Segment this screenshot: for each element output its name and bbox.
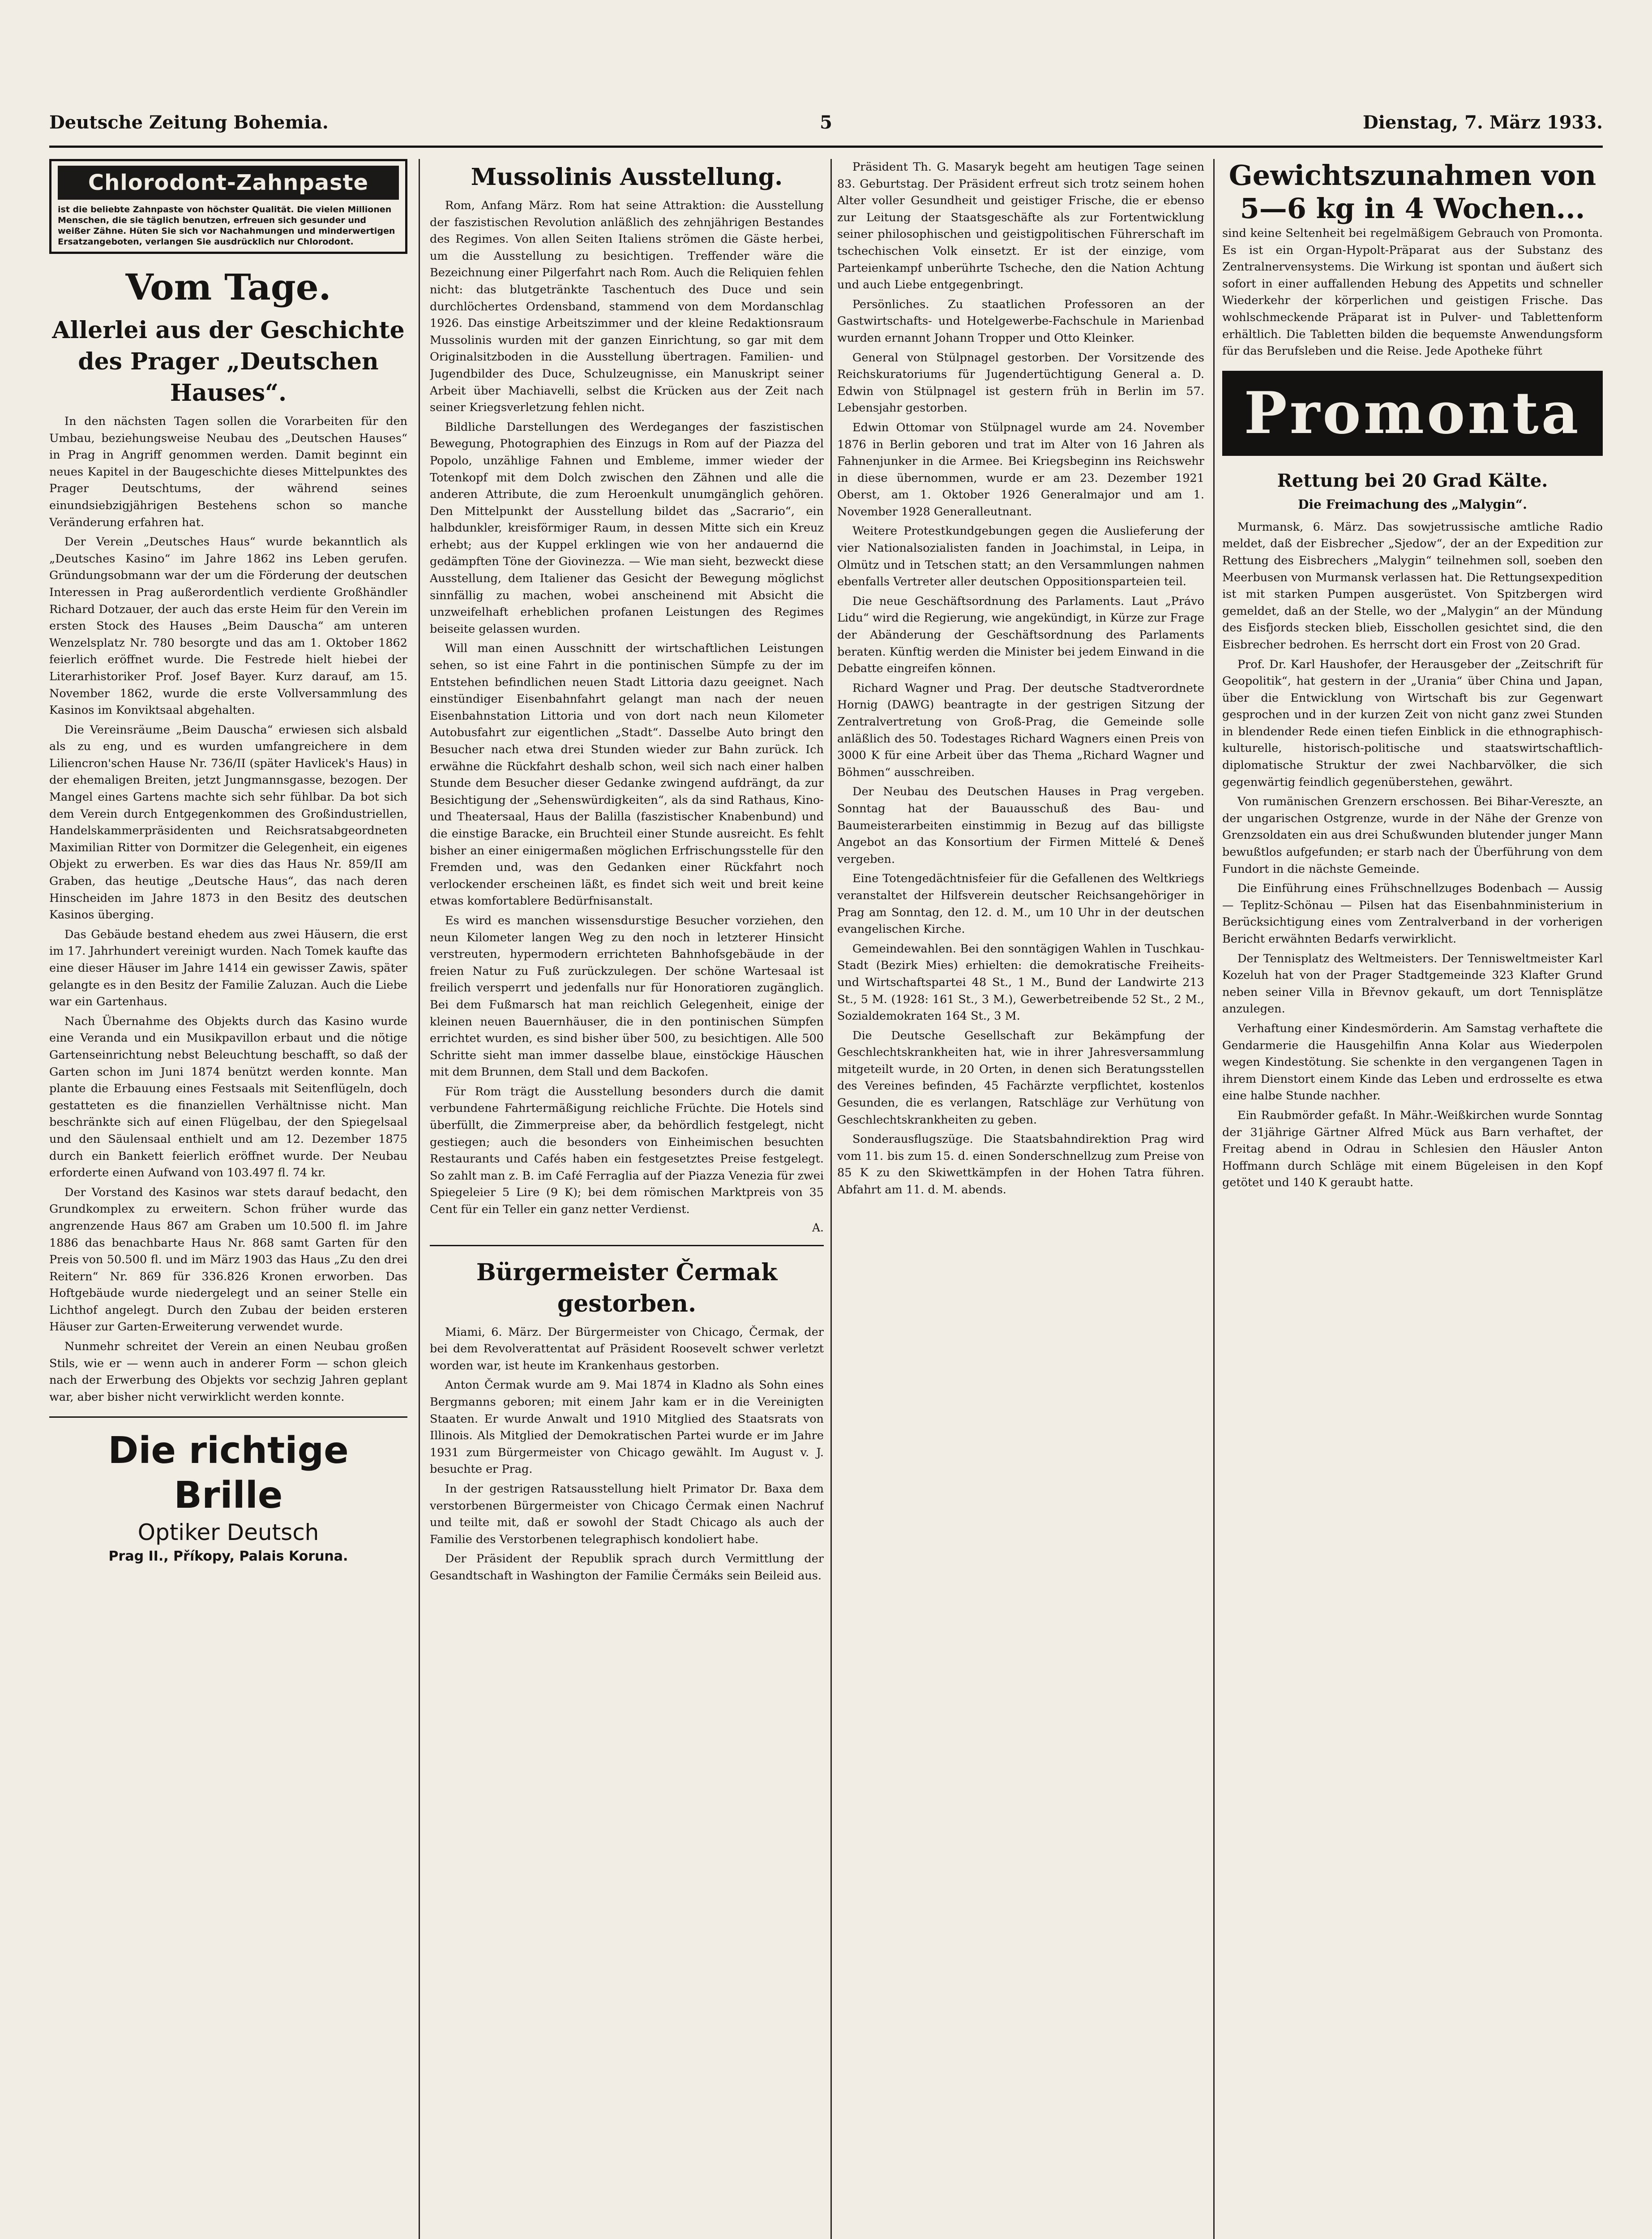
paragraph: Rom, Anfang März. Rom hat seine Attraktion: die Ausstellung der faszistischen Revolution anläßlich des zehnjährigen Bestandes des Regimes. Von allen Seiten Italiens strömen die Gäste herbei, um die Ausstellung zu besichtigen. Treffender wäre die Bezeichnung einer Pilgerfahrt nach Rom. Auch die Reliquien fehlen nicht: das blutgetränkte Taschentuch des Duce und sein durchlöchertes Ordensband, stammend von dem Mordanschlag 1926. Das einstige Arbeitszimmer und der kleine Redaktionsraum Mussolinis wurden mit der ganzen Einrichtung, so gar mit dem Originalsitzboden in die Ausstellung übertragen. Familien- und Jugendbilder des Duce, Schulzeugnisse, ein Manuskript seiner Arbeit über Machiavelli, selbst die Krücken aus der Zeit nach seiner Kriegsverletzung fehlen nicht. bbox=[430, 199, 824, 415]
promonta-logo: Promonta bbox=[1222, 371, 1603, 456]
paragraph: Miami, 6. März. Der Bürgermeister von Chicago, Čermak, der bei dem Revolverattentat auf Präsident Roosevelt schwer verletzt worden war, ist heute im Krankenhaus gestorben. bbox=[430, 1325, 824, 1373]
paragraph: Der Neubau des Deutschen Hauses in Prag vergeben. Sonntag hat der Bauausschuß des Bau- und Baumeisterarbeiten einstimmig in Bezug auf das billigste Angebot an das Konsortium der Firmen Mittelé & Deneš vergeben. bbox=[837, 785, 1204, 866]
paragraph: Verhaftung einer Kindesmörderin. Am Samstag verhaftete die Gendarmerie die Hausgehilfin Anna Kolar aus Wiederpolen wegen Kindestötung. Sie schenkte in den vergangenen Tagen in ihrem Dienstort einem Kinde das Leben und erdrosselte es etwa eine halbe Stunde nachher. bbox=[1222, 1021, 1603, 1103]
news-items bbox=[1222, 519, 1603, 1192]
paragraph: Will man einen Ausschnitt der wirtschaftlichen Leistungen sehen, so ist eine Fahrt in die pontinischen Sümpfe zu der im Entstehen befindlichen neuen Stadt Littoria dazu geeignet. Nach einstündiger Eisenbahnfahrt gelangt man nach der neuen Eisenbahnstation Littoria und von dort nach neun Kilometer Autobusfahrt zur eigentlichen „Stadt“. Dasselbe Auto bringt den Besucher nach etwa drei Stunden wieder zur Bahn zurück. Ich erwähne die Rückfahrt deshalb schon, weil sich nach einer halben Stunde dem Besucher dieser Gedanke zwingend aufdrängt, da zur Besichtigung der „Sehenswürdigkeiten“, als da sind Rathaus, Kino- und Theatersaal, Haus der Balilla (faszistischer Knabenbund) und die einstige Baracke, ein Bruchteil einer Stunde ausreicht. Es fehlt bisher an einer einigermaßen möglichen Erfrischungsstelle für den Fremden und, was den Gedanken einer Rückfahrt noch verlockender erscheinen läßt, es findet sich weit und breit keine etwas komfortablere Bedürfnisanstalt. bbox=[430, 642, 824, 908]
column-3 bbox=[837, 159, 1204, 2239]
paragraph: Richard Wagner und Prag. Der deutsche Stadtverordnete Hornig (DAWG) beantragte in der gestrigen Sitzung der Zentralvertretung von Groß-Prag, die Gemeinde solle anläßlich des 50. Todestages Richard Wagners einen Preis von 3000 K für eine Arbeit über das Thema „Richard Wagner und Böhmen“ ausschreiben. bbox=[837, 681, 1204, 779]
section-title: Vom Tage. bbox=[125, 266, 331, 308]
page-number: 5 bbox=[820, 112, 832, 133]
paragraph: Weitere Protestkundgebungen gegen die Auslieferung der vier Nationalsozialisten fanden in Joachimstal, in Leipa, in Olmütz und in Tetschen statt; an den Versammlungen nahmen ebenfalls Vertreter aller deutschen Oppositionsparteien teil. bbox=[837, 524, 1204, 589]
paragraph: Das Gebäude bestand ehedem aus zwei Häusern, die erst im 17. Jahrhundert vereinigt wurden. Nach Tomek kaufte das eine dieser Häuser im Jahre 1414 ein gewisser Zawis, später gelangte es in den Besitz der Familie Zaluzan. Auch die Liebe war ein Gartenhaus. bbox=[49, 927, 407, 1009]
paragraph: Präsident Th. G. Masaryk begeht am heutigen Tage seinen 83. Geburtstag. Der Präsident erfreut sich trotz seinem hohen Alter voller Gesundheit und geistiger Frische, die er ebenso zur Leitung der Staatsgeschäfte als zur Fortentwicklung seiner philosophischen und geistigpolitischen Führerschaft im tschechischen Volk einsetzt. Er ist der einzige, vom Parteienkampf unberührte Tscheche, den die Nation Achtung und auch Liebe entgegenbringt. bbox=[837, 160, 1204, 292]
paragraph: Für Rom trägt die Ausstellung besonders durch die damit verbundene Fahrtermäßigung reichliche Früchte. Die Hotels sind überfüllt, die Zimmerpreise aber, da behördlich festgelegt, nicht gestiegen; auch die besonders von Einheimischen besuchten Restaurants und Cafés haben ein festgesetztes Preise festgelegt. So zahlt man z. B. im Café Ferraglia auf der Piazza Venezia für zwei Spiegeleier 5 Lire (9 K); bei dem römischen Marktpreis von 35 Cent für ein Teller ein ganz netter Verdienst. bbox=[430, 1085, 824, 1217]
masthead-title: Deutsche Zeitung Bohemia. bbox=[49, 112, 329, 133]
article-body bbox=[430, 1324, 824, 1585]
brille-ad-address: Prag II., Příkopy, Palais Koruna. bbox=[108, 1548, 348, 1565]
article-headline: Mussolinis Ausstellung. bbox=[471, 163, 783, 191]
masthead bbox=[49, 112, 1603, 139]
paragraph: Der Präsident der Republik sprach durch Vermittlung der Gesandtschaft in Washington der Familie Čermáks sein Beileid aus. bbox=[430, 1552, 824, 1583]
paragraph: Die Vereinsräume „Beim Dauscha“ erwiesen sich alsbald als zu eng, und es wurden umfangreichere in dem Liliencron'schen Hause Nr. 736/II (später Havlicek's Haus) in der ehemaligen Breiten, jetzt Jungmannsgasse, bezogen. Der Mangel eines Gartens machte sich sehr fühlbar. Da bot sich dem Verein durch Entgegenkommen des Großindustriellen, Handelskammerpräsidenten und Reichsratsabgeordneten Maximilian Ritter von Dormitzer die Gelegenheit, ein eigenes Objekt zu erwerben. Es war dies das Haus Nr. 859/II am Graben, das heutige „Deutsche Haus“, das nach deren Hinscheiden im Jahre 1873 in den Besitz des deutschen Kasinos überging. bbox=[49, 723, 407, 922]
paragraph: Sonderausflugszüge. Die Staatsbahndirektion Prag wird vom 11. bis zum 15. d. einen Sonderschnellzug zum Preise von 85 K zu den Skiwettkämpfen in der Hohen Tatra führen. Abfahrt am 11. d. M. abends. bbox=[837, 1132, 1204, 1197]
paragraph: Edwin Ottomar von Stülpnagel wurde am 24. November 1876 in Berlin geboren und trat im Alter von 16 Jahren als Fahnenjunker in die Armee. Bei Kriegsbeginn ins Reichswehr in diese übernommen, wurde er am 23. Dezember 1921 Oberst, am 1. Oktober 1926 Generalmajor und am 1. November 1928 Generalleutnant. bbox=[837, 420, 1204, 519]
article-signature: A. bbox=[812, 1221, 824, 1234]
paragraph: Gemeindewahlen. Bei den sonntägigen Wahlen in Tuschkau-Stadt (Bezirk Mies) erhielten: die demokratische Freiheits- und Wirtschaftspartei 48 St., 1 M., Bund der Landwirte 213 St., 5 M. (1928: 161 St., 3 M.), Gewerbetreibende 52 St., 2 M., Sozialdemokraten 164 St., 3 M. bbox=[837, 942, 1204, 1023]
paragraph: General von Stülpnagel gestorben. Der Vorsitzende des Reichskuratoriums für Jugendertüchtigung General a. D. Edwin von Stülpnagel ist gestern früh in Berlin im 57. Lebensjahr gestorben. bbox=[837, 351, 1204, 415]
paragraph: In der gestrigen Ratsausstellung hielt Primator Dr. Baxa dem verstorbenen Bürgermeister von Chicago Čermak einen Nachruf und teilte mit, daß er sowohl der Stadt Chicago als auch der Familie des Verstorbenen telegraphisch kondoliert habe. bbox=[430, 1482, 824, 1546]
paragraph: In den nächsten Tagen sollen die Vorarbeiten für den Umbau, beziehungsweise Neubau des „Deutschen Hauses“ in Prag in Angriff genommen werden. Damit beginnt ein neues Kapitel in der Baugeschichte dieses Mittelpunktes des Prager Deutschtums, der während seines einundsiebzigjährigen Bestehens schon so manche Veränderung erfahren hat. bbox=[49, 415, 407, 529]
article-body bbox=[49, 413, 407, 1406]
paragraph: Von rumänischen Grenzern erschossen. Bei Bihar-Vereszte, an der ungarischen Ostgrenze, wurde in der Nähe der Grenze von Grenzsoldaten ein aus drei Schußwunden blutender junger Mann bewußtlos aufgefunden; er starb nach der Überführung von dem Fundort in die nächste Gemeinde. bbox=[1222, 795, 1603, 876]
paragraph: Nunmehr schreitet der Verein an einen Neubau großen Stils, wie er — wenn auch in anderer Form — schon gleich nach der Erwerbung des Objekts vor sechzig Jahren geplant war, aber bisher nicht verwirklicht werden konnte. bbox=[49, 1340, 407, 1404]
brille-ad-title: Die richtige Brille bbox=[108, 1429, 349, 1517]
column-4 bbox=[1222, 159, 1603, 2239]
masthead-date: Dienstag, 7. März 1933. bbox=[1363, 112, 1603, 133]
paragraph: Der Vorstand des Kasinos war stets darauf bedacht, den Grundkomplex zu erweitern. Schon früher wurde das angrenzende Haus 867 am Graben um 10.500 fl. im Jahre 1886 das benachbarte Haus Nr. 868 samt Garten für den Preis von 50.500 fl. und im März 1903 das Haus „Zu den drei Reitern“ Nr. 869 für 336.826 Kronen erworben. Das Hoftgebäude wurde niedergelegt und an seiner Stelle ein Lichthof angelegt. Durch den Zubau der beiden ersteren Häuser zur Garten-Erweiterung verwendet wurde. bbox=[49, 1185, 407, 1334]
divider bbox=[49, 1416, 407, 1418]
paragraph: Persönliches. Zu staatlichen Professoren an der Gastwirtschafts- und Hotelgewerbe-Fachschule in Marienbad wurden ernannt Johann Tropper und Otto Kleinker. bbox=[837, 297, 1204, 345]
paragraph: Der Verein „Deutsches Haus“ wurde bekanntlich als „Deutsches Kasino“ im Jahre 1862 ins Leben gerufen. Gründungsobmann war der um die Förderung der deutschen Interessen in Prag außerordentlich verdiente Großhändler Richard Dotzauer, der auch das erste Heim für den Verein im ersten Stock des Hauses „Beim Dauscha“ am unteren Wenzelsplatz Nr. 780 besorgte und das am 1. Oktober 1862 feierlich eröffnet wurde. Die Festrede hielt hiebei der Literarhistoriker Prof. Josef Bayer. Kurz darauf, am 15. November 1862, wurde die erste Vollversammlung des Kasinos im Konviktsaal abgehalten. bbox=[49, 535, 407, 717]
column-2 bbox=[430, 159, 824, 2239]
chlorodont-banner: Chlorodont-Zahnpaste bbox=[58, 166, 399, 200]
article-headline: Bürgermeister Čermak gestorben. bbox=[476, 1258, 778, 1317]
paragraph: Bildliche Darstellungen des Werdeganges der faszistischen Bewegung, Photographien des Einzugs in Rom auf der Piazza del Popolo, unzählige Fahnen und Embleme, immer wieder der Totenkopf mit dem Dolch zwischen den Zähnen und alle die anderen Attribute, die zum Heroenkult unumgänglich gehören. Den Mittelpunkt der Ausstellung bildet das „Sacrario“, ein halbdunkler, kreisförmiger Raum, in dessen Mitte sich ein Kreuz erhebt; aus der Kuppel erklingen wie von her andauernd die gedämpften Töne der Giovinezza. — Wie man sieht, bezweckt diese Ausstellung, dem Italiener das Gesicht der Bewegung möglichst sinnfällig zu machen, wobei anscheinend mit Absicht die unzweifelhaft erheblichen profanen Leistungen des Regimes beiseite gelassen wurden. bbox=[430, 420, 824, 636]
news-items bbox=[837, 159, 1204, 1199]
promonta-ad-text: sind keine Seltenheit bei regelmäßigem Gebrauch von Promonta. Es ist ein Organ-Hypolt-Präparat aus der Substanz des Zentralnervensystems. Die Wirkung ist spontan und äußert sich sofort in einer auffallenden Hebung des Appetits und schneller Wiederkehr der körperlichen und geistigen Frische. Das wohlschmeckende Präparat ist in Pulver- und Tablettenform erhältlich. Die Tabletten bilden die bequemste Anwendungsform für das Berufsleben und die Reise. Jede Apotheke führt bbox=[1222, 227, 1603, 358]
paragraph: Ein Raubmörder gefaßt. In Mähr.-Weißkirchen wurde Sonntag der 31jährige Gärtner Alfred Mück aus Barn verhaftet, der Freitag abend in Odrau in Schlesien den Häusler Anton Hoffmann durch Schläge mit einem Bügeleisen in den Kopf getötet und 140 K geraubt hatte. bbox=[1222, 1108, 1603, 1190]
chlorodont-text: ist die beliebte Zahnpaste von höchster Qualität. Die vielen Millionen Menschen, die sie täglich benutzen, erfreuen sich gesunder und weißer Zähne. Hüten Sie sich vor Nachahmungen und minderwertigen Ersatzangeboten, verlangen Sie ausdrücklich nur Chlorodont. bbox=[58, 205, 395, 247]
paragraph: Die Einführung eines Frühschnellzuges Bodenbach — Aussig — Teplitz-Schönau — Pilsen hat das Eisenbahnministerium in Berücksichtigung eines vom Zentralverband in der vorherigen Bericht erwähnten Bedarfs verwirklicht. bbox=[1222, 882, 1603, 946]
column-1 bbox=[49, 159, 407, 2239]
paragraph: Die neue Geschäftsordnung des Parlaments. Laut „Právo Lidu“ wird die Regierung, wie angekündigt, in Kürze zur Frage der Abänderung der Geschäftsordnung des Parlaments beraten. Künftig werden die Minister bei jedem Einwand in die Debatte eingreifen können. bbox=[837, 594, 1204, 676]
paragraph: Es wird es manchen wissensdurstige Besucher vorziehen, den neun Kilometer langen Weg zu den noch in letzterer Hinsicht verstreuten, hypermodern errichteten Bahnhofsgebäude in der freien Natur zu Fuß zurückzulegen. Der schöne Wartesaal ist freilich versperrt und jedenfalls nur für Honoratioren zugänglich. Bei dem Fußmarsch hat man reichlich Gelegenheit, einige der kleinen neuen Bauernhäuser, die in den pontinischen Sümpfen errichtet wurden, es sind bisher über 500, zu besichtigen. Alle 500 Schritte sieht man immer dasselbe blaue, einstöckige Häuschen mit dem Brunnen, dem Stall und dem Backofen. bbox=[430, 914, 824, 1079]
chlorodont-ad bbox=[49, 159, 407, 254]
paragraph: Prof. Dr. Karl Haushofer, der Herausgeber der „Zeitschrift für Geopolitik“, hat gestern in der „Urania“ über China und Japan, über die Entwicklung von Wirtschaft bis zur Gegenwart gesprochen und in der kurzen Zeit von nicht ganz zwei Stunden in blendender Rede einen tiefen Einblick in die ethnographisch-kulturelle, historisch-politische und staatswirtschaftlich-diplomatische Struktur der zwei Nachbarvölker, die sich gegenwärtig feindlich gegenüberstehen, gewährt. bbox=[1222, 657, 1603, 789]
divider bbox=[430, 1245, 824, 1246]
column-divider bbox=[419, 159, 420, 2239]
paragraph: Der Tennisplatz des Weltmeisters. Der Tennisweltmeister Karl Kozeluh hat von der Prager Stadtgemeinde 323 Klafter Grund neben seiner Villa in Břevnov gekauft, um dort Tennisplätze anzulegen. bbox=[1222, 952, 1603, 1016]
column-divider bbox=[830, 159, 832, 2239]
paragraph: Eine Totengedächtnisfeier für die Gefallenen des Weltkriegs veranstaltet der Hilfsverein deutscher Reichsangehöriger in Prag am Sonntag, den 12. d. M., um 10 Uhr in der deutschen evangelischen Kirche. bbox=[837, 872, 1204, 936]
paragraph: Die Deutsche Gesellschaft zur Bekämpfung der Geschlechtskrankheiten hat, wie in ihrer Jahresversammlung mitgeteilt wurde, in 20 Orten, in denen sich Beratungsstellen des Vereines befinden, 45 Fachärzte verpflichtet, kostenlos Gesunden, die es verlangen, Ratschläge zur Verhütung von Geschlechtskrankheiten zu geben. bbox=[837, 1029, 1204, 1127]
column-divider bbox=[1213, 159, 1215, 2239]
article-headline: Allerlei aus der Geschichte des Prager „Deutschen Hauses“. bbox=[52, 317, 405, 407]
masthead-rule bbox=[49, 146, 1603, 148]
paragraph: Anton Čermak wurde am 9. Mai 1874 in Kladno als Sohn eines Bergmanns geboren; mit einem Jahr kam er in die Vereinigten Staaten. Er wurde Anwalt und 1910 Mitglied des Staatsrats von Illinois. Als Mitglied der Demokratischen Partei wurde er im Jahre 1931 zum Bürgermeister von Chicago gewählt. Im August v. J. besuchte er Prag. bbox=[430, 1378, 824, 1476]
paragraph: Murmansk, 6. März. Das sowjetrussische amtliche Radio meldet, daß der Eisbrecher „Sjedow“, der an der Expedition zur Rettung des Eisbrechers „Malygin“ teilnehmen soll, soeben den Meerbusen von Murmansk verlassen hat. Die Rettungsexpedition ist mit starken Pumpen ausgerüstet. Von Spitzbergen wird gemeldet, daß an der Stelle, wo der „Malygin“ an der Mündung des Eisfjords stecken blieb, Eisschollen gesichtet sind, die den Eisbrecher bedrohen. Es herrscht dort ein Frost von 20 Grad. bbox=[1222, 520, 1603, 652]
brille-ad-optiker: Optiker Deutsch bbox=[137, 1519, 319, 1546]
article-body bbox=[430, 197, 824, 1218]
paragraph: Nach Übernahme des Objekts durch das Kasino wurde eine Veranda und ein Musikpavillon erbaut und die nötige Gartenseinrichtung nebst Beleuchtung beschafft, so daß der Garten schon im Juni 1874 benützt werden konnte. Man plante die Erbauung eines Festsaals mit Seitenflügeln, doch gestatteten es die finanziellen Verhältnisse nicht. Man beschränkte sich auf einen Flügelbau, der den Spiegelsaal und den Säulensaal enthielt und am 12. Dezember 1875 durch ein Bankett feierlich eröffnet wurde. Der Neubau erforderte einen Aufwand von 103.497 fl. 74 kr. bbox=[49, 1014, 407, 1180]
promonta-ad-headline: Gewichtszunahmen von 5—6 kg in 4 Wochen... bbox=[1228, 159, 1596, 225]
article-subtitle: Die Freimachung des „Malygin“. bbox=[1298, 497, 1527, 512]
article-headline: Rettung bei 20 Grad Kälte. bbox=[1277, 470, 1548, 491]
